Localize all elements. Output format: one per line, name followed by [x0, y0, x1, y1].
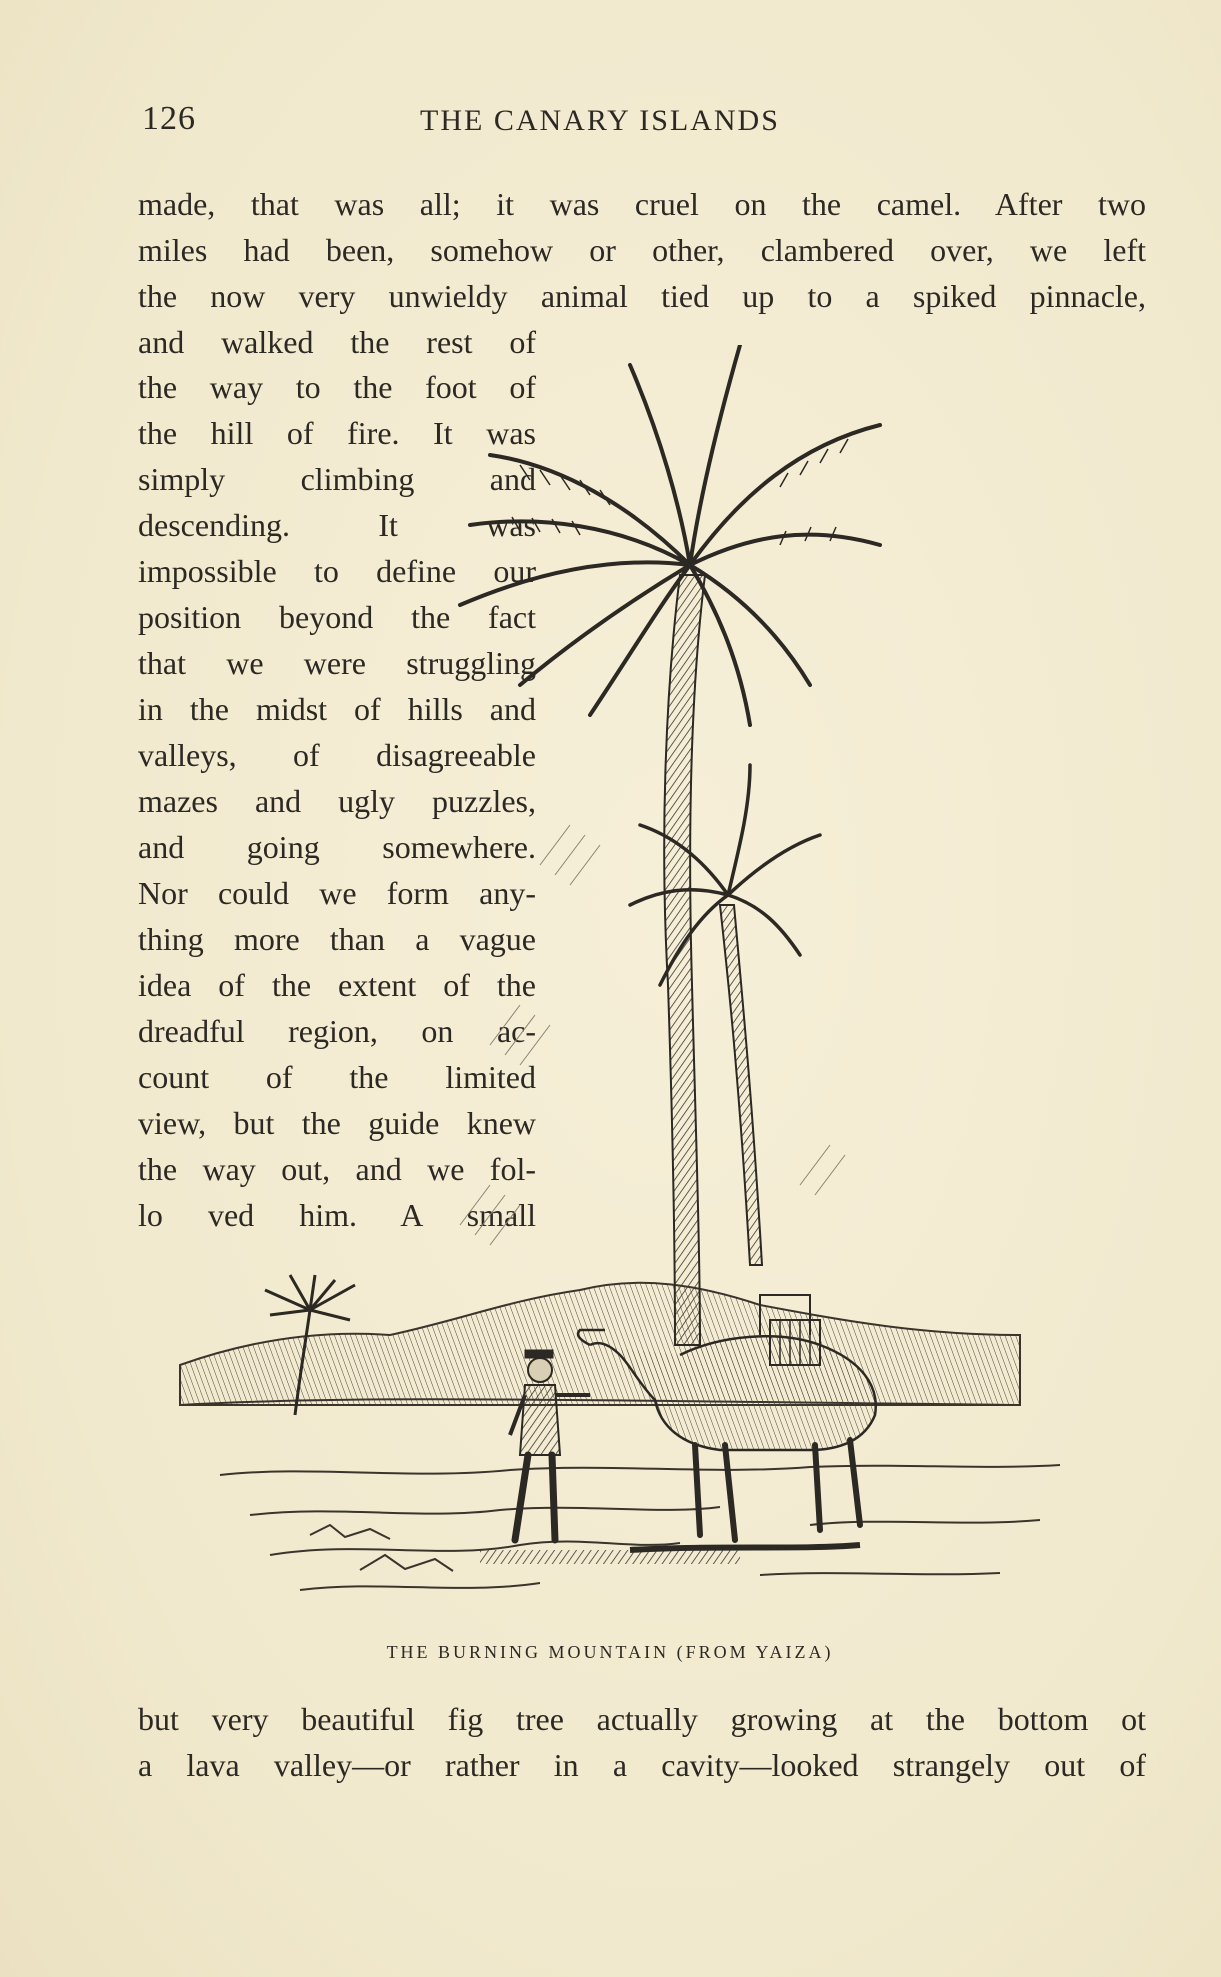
figure-caption: THE BURNING MOUNTAIN (FROM YAIZA): [386, 1642, 834, 1662]
text-line: but very beautiful fig tree actually growing at the bottom ot: [138, 1701, 1146, 1737]
text-line: that we were struggling: [138, 645, 536, 681]
text-line: Nor could we form any-: [138, 875, 536, 911]
text-line: impossible to define our: [138, 553, 536, 589]
tall-palm-tree: [460, 345, 880, 1345]
text-line: and going somewhere.: [138, 829, 536, 865]
text-line: and walked the rest of: [138, 324, 536, 360]
text-line: the way out, and we fol-: [138, 1151, 536, 1187]
page-number: 126: [142, 100, 196, 137]
text-line: idea of the extent of the: [138, 967, 536, 1003]
text-line: mazes and ugly puzzles,: [138, 783, 536, 819]
text-line: the now very unwieldy animal tied up to a spiked pinnacle,: [138, 278, 1146, 314]
text-line: the hill of fire. It was: [138, 415, 536, 451]
text-line: descending. It was: [138, 507, 536, 543]
text-line: in the midst of hills and: [138, 691, 536, 727]
lava-ground: [220, 1465, 1060, 1590]
text-line: count of the limited: [138, 1059, 536, 1095]
text-line: the way to the foot of: [138, 369, 536, 405]
text-line: thing more than a vague: [138, 921, 536, 957]
text-line: a lava valley—or rather in a cavity—looked strangely out of: [138, 1747, 1146, 1783]
engraving-illustration: [160, 345, 1160, 1625]
text-line: dreadful region, on ac-: [138, 1013, 536, 1049]
text-line: position beyond the fact: [138, 599, 536, 635]
sky-hatching: [460, 825, 845, 1245]
text-line: valleys, of disagreeable: [138, 737, 536, 773]
second-palm-tree: [630, 765, 820, 1265]
text-line: lo ved him. A small: [138, 1197, 536, 1233]
text-line: made, that was all; it was cruel on the camel. After two: [138, 186, 1146, 222]
text-line: view, but the guide knew: [138, 1105, 536, 1141]
text-line: miles had been, somehow or other, clambered over, we left: [138, 232, 1146, 268]
running-title: THE CANARY ISLANDS: [420, 104, 780, 137]
text-line: simply climbing and: [138, 461, 536, 497]
